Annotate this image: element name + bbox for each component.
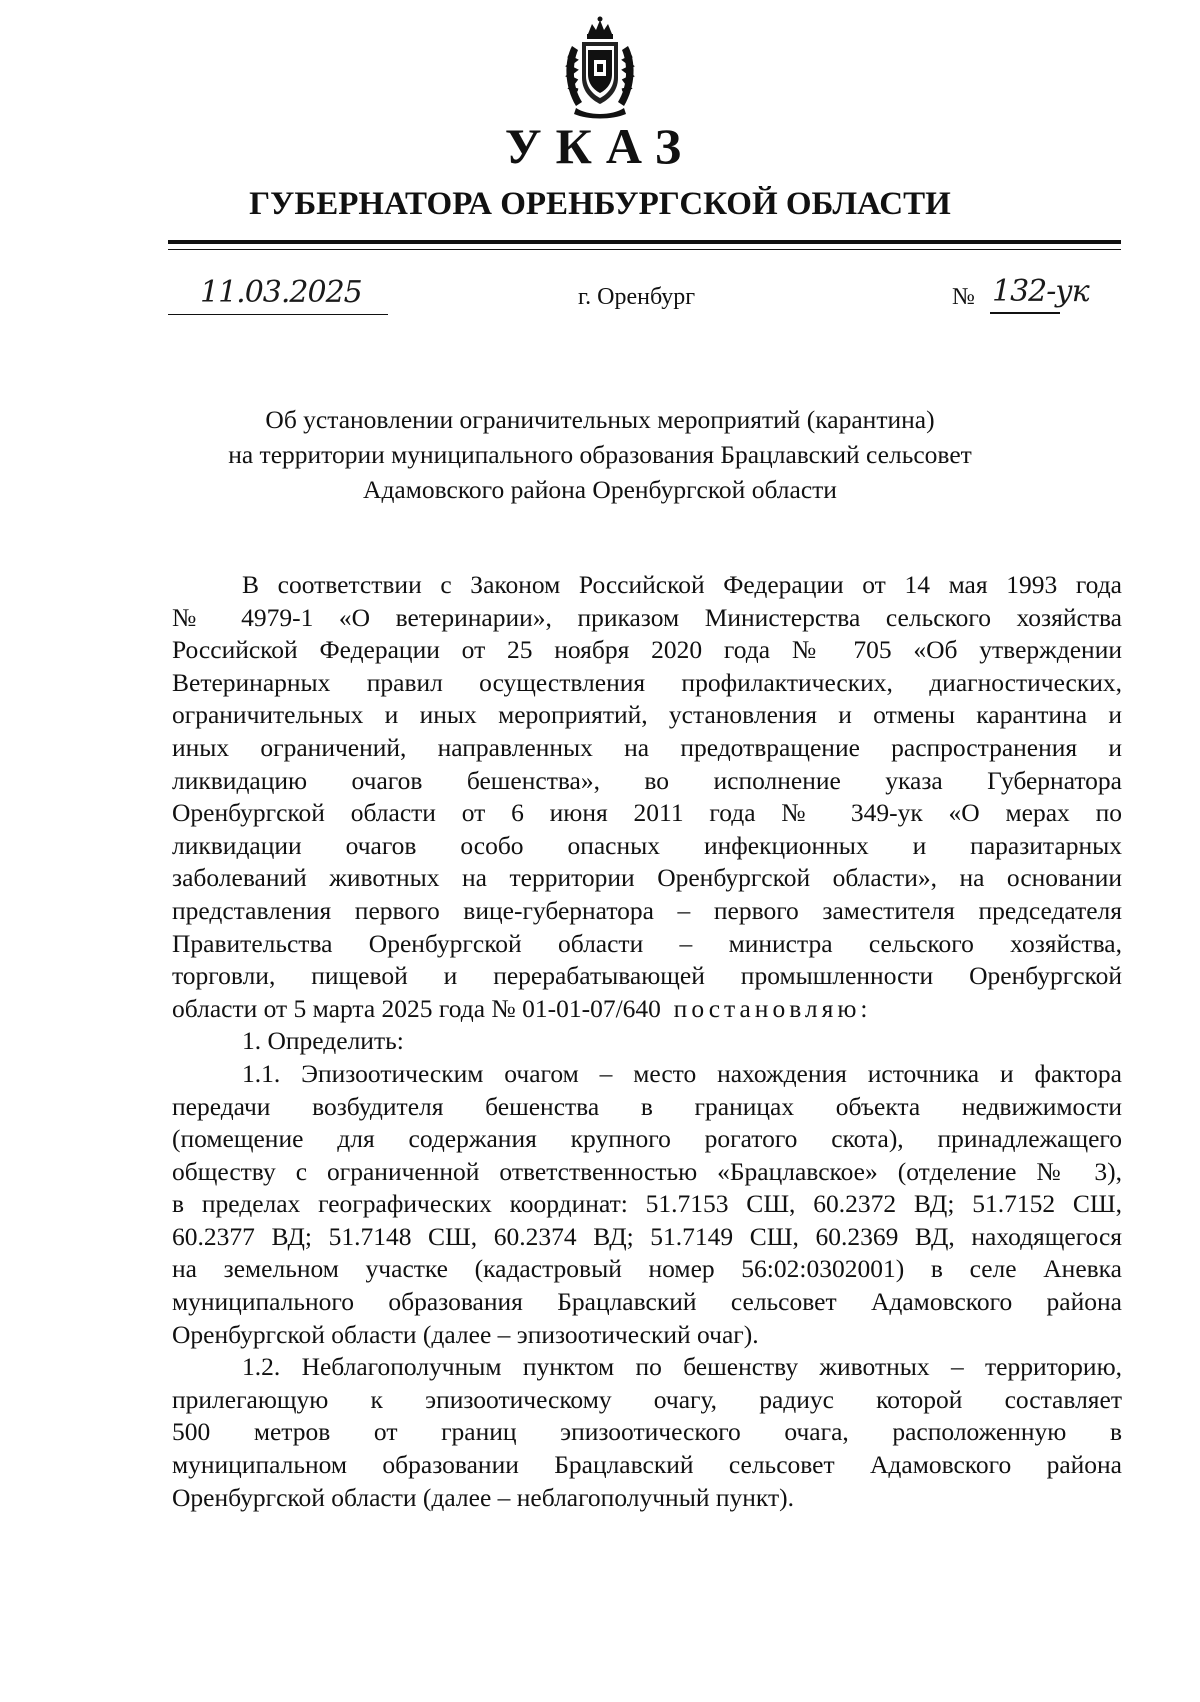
body-line: ликвидации очагов особо опасных инфекционных и паразитарных — [172, 830, 1122, 860]
date-underline — [168, 314, 388, 316]
decree-number: 132-ук — [992, 274, 1089, 309]
decree-word: постановляю: — [673, 993, 872, 1023]
item-1: 1. Определить: — [242, 1026, 404, 1056]
decree-date: 11.03.2025 — [200, 275, 362, 310]
body-line: Оренбургской области от 6 июня 2011 года № 349-ук «О мерах по — [172, 798, 1122, 828]
decree-date-field — [168, 275, 388, 319]
intro-last-text: области от 5 марта 2025 года № 01-01-07/640 — [172, 993, 661, 1023]
body-line: муниципальном образовании Брацлавский сельсовет Адамовского района — [172, 1450, 1122, 1480]
body-line: 60.2377 ВД; 51.7148 СШ, 60.2374 ВД; 51.7149 СШ, 60.2369 ВД, находящегося — [172, 1221, 1122, 1251]
body-line: прилегающую к эпизоотическому очагу, радиус которой составляет — [172, 1384, 1122, 1414]
coat-of-arms-graphic — [562, 16, 638, 120]
heading-line: Адамовского района Оренбургской области — [363, 475, 837, 504]
body-line: В соответствии с Законом Российской Федерации от 14 мая 1993 года — [242, 570, 1122, 599]
body-line: (помещение для содержания крупного рогатого скота), принадлежащего — [172, 1124, 1122, 1154]
item-1-2-paragraph — [172, 1351, 1122, 1514]
decree-title: УКАЗ — [504, 118, 696, 174]
body-line: обществу с ограниченной ответственностью «Брацлавское» (отделение № 3), — [172, 1156, 1122, 1186]
body-line: 1.1. Эпизоотическим очагом – место нахождения источника и фактора — [242, 1058, 1122, 1088]
header-divider-thin — [168, 249, 1121, 250]
body-line: передачи возбудителя бешенства в границах объекта недвижимости — [172, 1091, 1122, 1121]
decree-body — [172, 569, 1122, 1514]
heading-line: на территории муниципального образования Брацлавский сельсовет — [228, 440, 972, 469]
body-line: в пределах географических координат: 51.7153 СШ, 60.2372 ВД; 51.7152 СШ, — [172, 1189, 1122, 1219]
body-line: представления первого вице-губернатора – первого заместителя председателя — [172, 895, 1122, 925]
decree-city: г. Оренбург — [578, 284, 696, 310]
heading-line: Об установлении ограничительных мероприятий (карантина) — [265, 405, 935, 434]
header-divider-thick — [168, 240, 1121, 244]
body-line: Правительства Оренбургской области – министра сельского хозяйства, — [172, 928, 1122, 958]
item-1-1-paragraph — [172, 1058, 1122, 1351]
body-line: торговли, пищевой и перерабатывающей промышленности Оренбургской — [172, 961, 1122, 991]
issuer-title: ГУБЕРНАТОРА ОРЕНБУРГСКОЙ ОБЛАСТИ — [249, 186, 951, 222]
body-line: Оренбургской области (далее – эпизоотический очаг). — [172, 1319, 759, 1349]
body-line: ограничительных и иных мероприятий, установления и отмены карантина и — [172, 700, 1122, 730]
body-line-final — [172, 993, 1122, 1026]
decree-heading — [0, 402, 1200, 507]
body-line: ликвидацию очагов бешенства», во исполнение указа Губернатора — [172, 765, 1122, 795]
body-line: Ветеринарных правил осуществления профилактических, диагностических, — [172, 667, 1122, 697]
coat-of-arms-icon — [562, 16, 638, 120]
body-line: № 4979-1 «О ветеринарии», приказом Министерства сельского хозяйства — [172, 602, 1122, 632]
number-underline — [990, 312, 1060, 314]
intro-paragraph — [172, 569, 1122, 1025]
body-line: 1.2. Неблагополучным пунктом по бешенству животных – территорию, — [242, 1352, 1122, 1382]
body-line: муниципального образования Брацлавский сельсовет Адамовского района — [172, 1287, 1122, 1317]
body-line: Российской Федерации от 25 ноября 2020 года № 705 «Об утверждении — [172, 635, 1122, 665]
decree-number-field — [952, 274, 1122, 338]
body-line: 500 метров от границ эпизоотического очага, расположенную в — [172, 1417, 1122, 1447]
body-line: иных ограничений, направленных на предотвращение распространения и — [172, 732, 1122, 762]
number-sign: № — [952, 284, 975, 310]
body-line: заболеваний животных на территории Оренбургской области», на основании — [172, 863, 1122, 893]
body-line: на земельном участке (кадастровый номер 56:02:0302001) в селе Аневка — [172, 1254, 1122, 1284]
body-line: Оренбургской области (далее – неблагополучный пункт). — [172, 1482, 794, 1512]
